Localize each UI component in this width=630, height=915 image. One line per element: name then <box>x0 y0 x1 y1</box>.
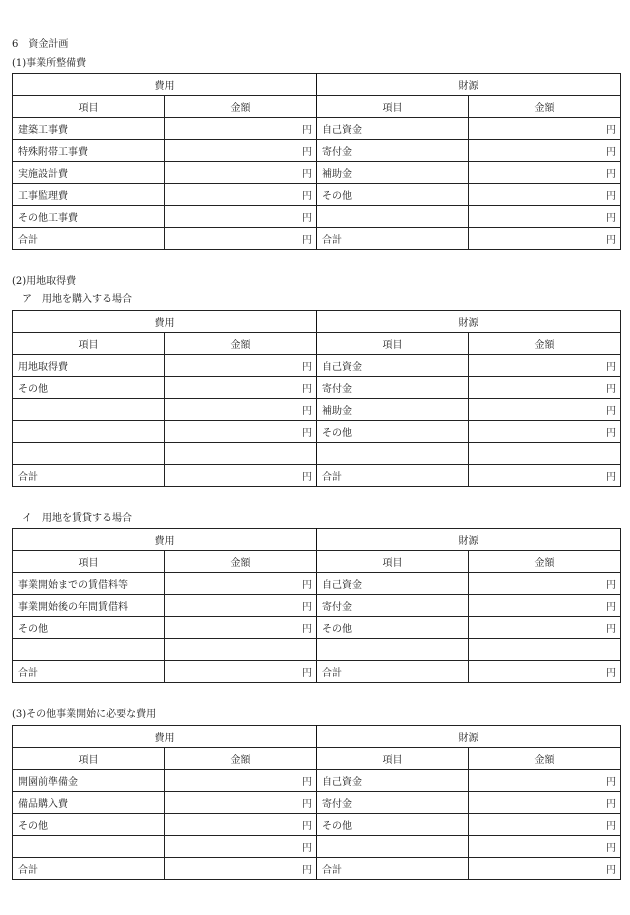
cost-header: 費用 <box>13 74 317 96</box>
cost-amount: 円 <box>165 184 317 206</box>
cost-amount: 円 <box>165 421 317 443</box>
source-item <box>317 836 469 858</box>
cost-item <box>13 399 165 421</box>
item-col-header: 項目 <box>13 551 165 573</box>
source-header: 財源 <box>317 74 621 96</box>
table-row <box>13 836 621 858</box>
total-row <box>13 228 621 250</box>
total-label: 合計 <box>13 465 165 487</box>
cost-amount: 円 <box>165 573 317 595</box>
table-row <box>13 792 621 814</box>
source-item: その他 <box>317 184 469 206</box>
cost-header: 費用 <box>13 529 317 551</box>
item-col-header: 項目 <box>317 333 469 355</box>
total-amount: 円 <box>165 858 317 880</box>
total-row <box>13 465 621 487</box>
table-row <box>13 377 621 399</box>
section-3-title: (3)その他事業開始に必要な費用 <box>12 709 157 720</box>
table-row <box>13 355 621 377</box>
source-amount: 円 <box>469 140 621 162</box>
table-row <box>13 206 621 228</box>
source-item: 寄付金 <box>317 595 469 617</box>
table-row <box>13 399 621 421</box>
cost-amount: 円 <box>165 617 317 639</box>
table-row <box>13 118 621 140</box>
source-amount: 円 <box>469 595 621 617</box>
table-row <box>13 617 621 639</box>
source-item: 自己資金 <box>317 355 469 377</box>
cost-item: 用地取得費 <box>13 355 165 377</box>
total-label: 合計 <box>317 228 469 250</box>
cost-item: その他 <box>13 377 165 399</box>
total-amount: 円 <box>469 858 621 880</box>
cost-header: 費用 <box>13 311 317 333</box>
cost-item: 事業開始までの賃借料等 <box>13 573 165 595</box>
item-col-header: 項目 <box>13 96 165 118</box>
cost-item: 建築工事費 <box>13 118 165 140</box>
item-col-header: 項目 <box>13 333 165 355</box>
total-label: 合計 <box>13 228 165 250</box>
source-amount: 円 <box>469 377 621 399</box>
cost-amount: 円 <box>165 399 317 421</box>
cost-header: 費用 <box>13 726 317 748</box>
table-2b <box>12 528 621 683</box>
source-item <box>317 206 469 228</box>
source-amount: 円 <box>469 836 621 858</box>
source-item: 寄付金 <box>317 140 469 162</box>
total-amount: 円 <box>165 465 317 487</box>
table-row <box>13 573 621 595</box>
table-row <box>13 595 621 617</box>
section-2b-title: イ 用地を賃貸する場合 <box>12 513 132 524</box>
table-row <box>13 770 621 792</box>
table-3 <box>12 725 621 880</box>
cost-amount: 円 <box>165 355 317 377</box>
cost-amount: 円 <box>165 792 317 814</box>
amount-col-header: 金額 <box>165 551 317 573</box>
total-amount: 円 <box>165 661 317 683</box>
source-amount: 円 <box>469 617 621 639</box>
total-amount: 円 <box>469 661 621 683</box>
table-row <box>13 184 621 206</box>
total-row <box>13 858 621 880</box>
amount-col-header: 金額 <box>165 333 317 355</box>
amount-col-header: 金額 <box>165 96 317 118</box>
cost-item: 実施設計費 <box>13 162 165 184</box>
amount-col-header: 金額 <box>469 551 621 573</box>
cost-amount: 円 <box>165 206 317 228</box>
cost-item: 備品購入費 <box>13 792 165 814</box>
source-amount: 円 <box>469 162 621 184</box>
source-item: その他 <box>317 617 469 639</box>
source-amount: 円 <box>469 792 621 814</box>
total-amount: 円 <box>469 228 621 250</box>
total-amount: 円 <box>469 465 621 487</box>
cost-item <box>13 421 165 443</box>
source-item: 補助金 <box>317 162 469 184</box>
total-amount: 円 <box>165 228 317 250</box>
source-item: 寄付金 <box>317 792 469 814</box>
source-item: 自己資金 <box>317 573 469 595</box>
total-label: 合計 <box>13 661 165 683</box>
table-1 <box>12 73 621 250</box>
cost-item: その他 <box>13 814 165 836</box>
source-amount: 円 <box>469 206 621 228</box>
source-amount: 円 <box>469 421 621 443</box>
table-row-empty <box>13 639 621 661</box>
source-item: 自己資金 <box>317 770 469 792</box>
empty-cell <box>165 443 317 465</box>
cost-item: その他 <box>13 617 165 639</box>
source-item: 補助金 <box>317 399 469 421</box>
source-item: その他 <box>317 421 469 443</box>
table-row-empty <box>13 443 621 465</box>
cost-item: 事業開始後の年間賃借料 <box>13 595 165 617</box>
cost-amount: 円 <box>165 118 317 140</box>
table-row <box>13 814 621 836</box>
empty-cell <box>13 443 165 465</box>
page-heading: 6 資金計画 <box>12 39 69 50</box>
source-amount: 円 <box>469 184 621 206</box>
cost-amount: 円 <box>165 140 317 162</box>
section-2-title: (2)用地取得費 <box>12 276 77 287</box>
source-amount: 円 <box>469 118 621 140</box>
section-1-title: (1)事業所整備費 <box>12 58 87 69</box>
cost-amount: 円 <box>165 814 317 836</box>
source-item: 寄付金 <box>317 377 469 399</box>
cost-item: 工事監理費 <box>13 184 165 206</box>
source-amount: 円 <box>469 814 621 836</box>
empty-cell <box>317 639 469 661</box>
source-item: 自己資金 <box>317 118 469 140</box>
cost-amount: 円 <box>165 162 317 184</box>
amount-col-header: 金額 <box>469 748 621 770</box>
item-col-header: 項目 <box>317 748 469 770</box>
source-amount: 円 <box>469 573 621 595</box>
table-row <box>13 162 621 184</box>
source-item: その他 <box>317 814 469 836</box>
empty-cell <box>317 443 469 465</box>
empty-cell <box>469 443 621 465</box>
section-2a-title: ア 用地を購入する場合 <box>12 294 132 305</box>
empty-cell <box>13 639 165 661</box>
item-col-header: 項目 <box>13 748 165 770</box>
cost-amount: 円 <box>165 836 317 858</box>
cost-amount: 円 <box>165 770 317 792</box>
amount-col-header: 金額 <box>165 748 317 770</box>
empty-cell <box>469 639 621 661</box>
table-row <box>13 140 621 162</box>
cost-item: 開園前準備金 <box>13 770 165 792</box>
table-row <box>13 421 621 443</box>
source-header: 財源 <box>317 311 621 333</box>
cost-item: その他工事費 <box>13 206 165 228</box>
item-col-header: 項目 <box>317 551 469 573</box>
cost-amount: 円 <box>165 377 317 399</box>
total-label: 合計 <box>317 465 469 487</box>
source-amount: 円 <box>469 355 621 377</box>
cost-item <box>13 836 165 858</box>
cost-amount: 円 <box>165 595 317 617</box>
total-label: 合計 <box>13 858 165 880</box>
empty-cell <box>165 639 317 661</box>
source-header: 財源 <box>317 529 621 551</box>
amount-col-header: 金額 <box>469 333 621 355</box>
item-col-header: 項目 <box>317 96 469 118</box>
total-label: 合計 <box>317 858 469 880</box>
source-amount: 円 <box>469 399 621 421</box>
total-row <box>13 661 621 683</box>
amount-col-header: 金額 <box>469 96 621 118</box>
cost-item: 特殊附帯工事費 <box>13 140 165 162</box>
total-label: 合計 <box>317 661 469 683</box>
table-2a <box>12 310 621 487</box>
source-header: 財源 <box>317 726 621 748</box>
source-amount: 円 <box>469 770 621 792</box>
